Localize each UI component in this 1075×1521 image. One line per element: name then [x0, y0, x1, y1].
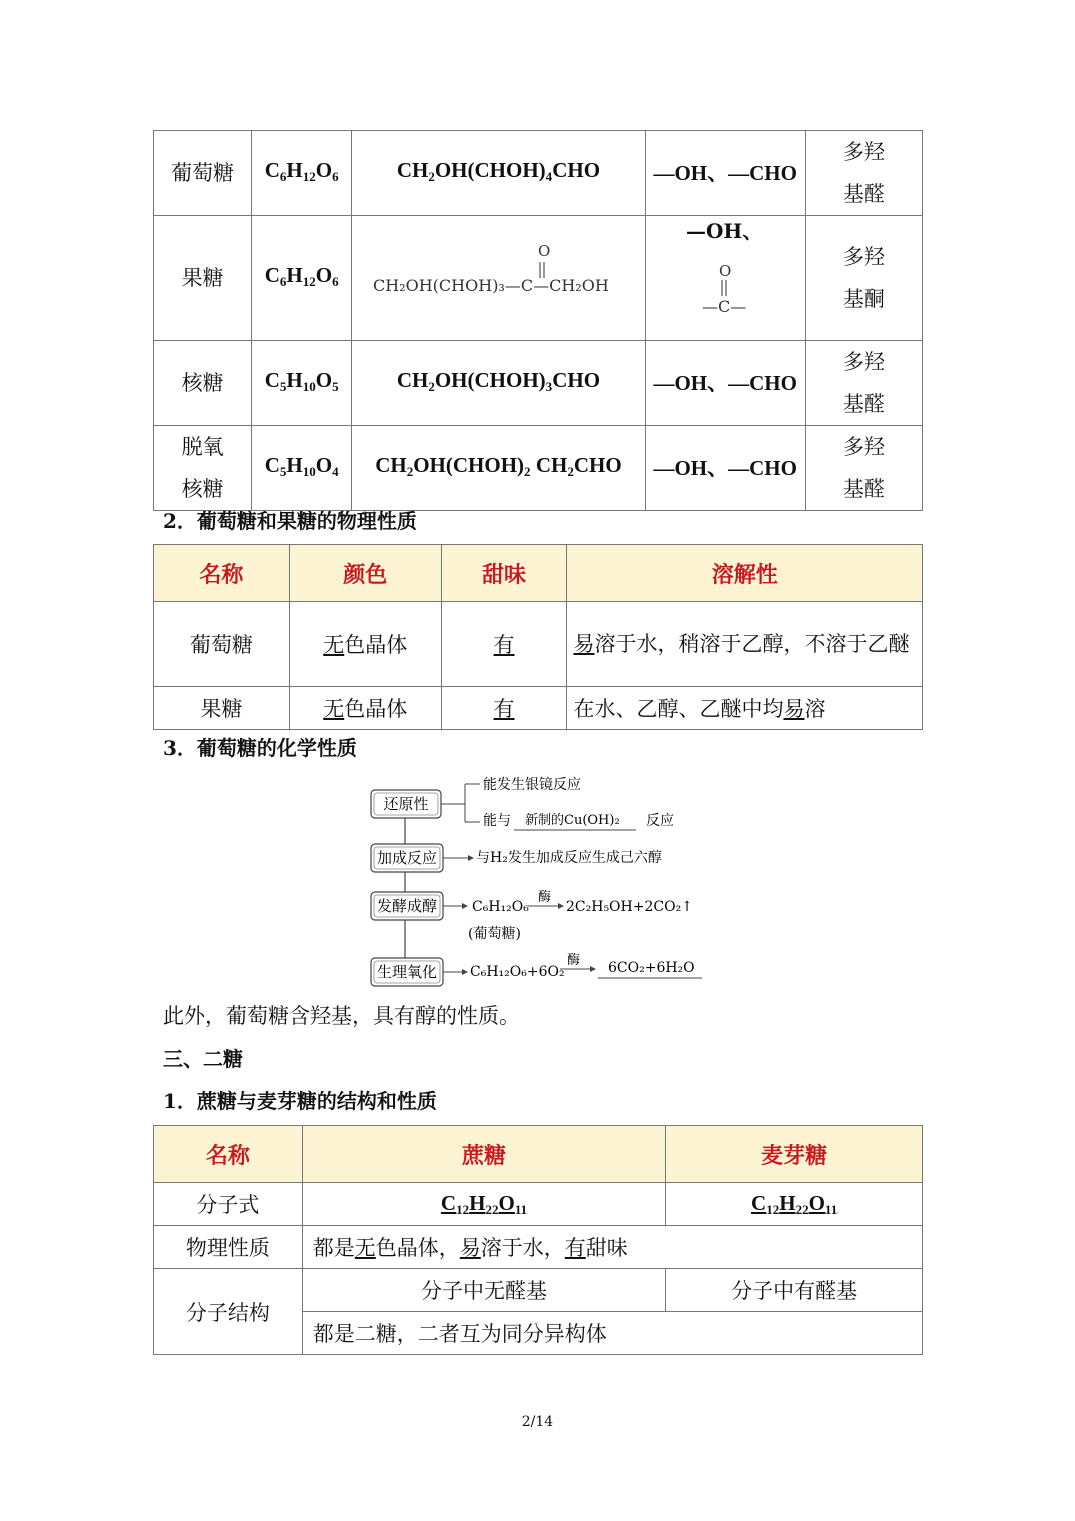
glucose-chemical-properties-diagram: [360, 770, 720, 990]
molecular-formula: $C_6H_{12}O_6$: [252, 131, 352, 216]
page-number: 2/14: [521, 1414, 554, 1430]
box-fermentation: 发酵成醇: [376, 897, 438, 915]
reaction-text: 能发生银镜反应: [483, 777, 581, 793]
structural-formula: $CH_2OH(CHOH)_4CHO$: [352, 131, 645, 216]
fructose-structure: [353, 216, 643, 326]
functional-groups: [645, 216, 805, 341]
sugar-name: 脱氧 核糖: [154, 426, 252, 511]
sugar-name: 葡萄糖: [154, 131, 252, 216]
structural-formula: $CH_2OH(CHOH)_2$ $CH_2CHO$: [352, 426, 645, 511]
sugar-name: 核糖: [154, 341, 252, 426]
structure-cell: 分子中有醛基: [666, 1269, 923, 1312]
classification: 多羟 基醛: [805, 426, 922, 511]
structure-cell: 分子中无醛基: [302, 1269, 666, 1312]
group-label: —OH、: [686, 219, 763, 243]
table-row: [154, 602, 923, 687]
column-header: 麦芽糖: [666, 1126, 923, 1183]
functional-groups: —OH、—CHO: [645, 131, 805, 216]
table-row: [154, 1183, 923, 1226]
table-row: [154, 216, 923, 341]
solubility-cell: 易溶于水，稍溶于乙醇，不溶于乙醚: [567, 602, 923, 687]
molecular-formula: $C_6H_{12}O_6$: [252, 216, 352, 341]
carbonyl-label: —C—: [702, 297, 747, 316]
section-heading: 3．葡萄糖的化学性质: [163, 736, 357, 760]
reaction-text: 2C₂H₅OH+2CO₂↑: [566, 899, 693, 915]
color-cell: 无色晶体: [289, 602, 441, 687]
disaccharide-table: [153, 1125, 923, 1355]
section-heading: 1．蔗糖与麦芽糖的结构和性质: [163, 1089, 437, 1113]
table-header-row: [154, 1126, 923, 1183]
table-row: [154, 131, 923, 216]
row-label: 分子式: [154, 1183, 303, 1226]
reaction-text: C₆H₁₂O₆: [472, 899, 529, 915]
enzyme-label: 酶: [538, 890, 552, 905]
box-oxidation: 生理氧化: [376, 963, 438, 981]
table-row: [154, 687, 923, 730]
column-header: 蔗糖: [302, 1126, 666, 1183]
solubility-cell: 在水、乙醇、乙醚中均易溶: [567, 687, 923, 730]
table-row: [154, 1269, 923, 1312]
fructose-chain: CH₂OH(CHOH)₃—C—CH₂OH: [373, 276, 610, 295]
physical-properties-table: [153, 544, 923, 730]
reaction-text: 能与: [483, 813, 511, 829]
table-row: [154, 1226, 923, 1269]
column-header: 名称: [154, 1126, 303, 1183]
column-header: 溶解性: [567, 545, 923, 602]
column-header: 名称: [154, 545, 290, 602]
structural-formula: $CH_2OH(CHOH)_3CHO$: [352, 341, 645, 426]
table-row: [154, 341, 923, 426]
section-heading: 2．葡萄糖和果糖的物理性质: [163, 509, 417, 533]
column-header: 颜色: [289, 545, 441, 602]
structural-formula: [352, 216, 645, 341]
section-heading: 三、二糖: [163, 1047, 243, 1071]
oxygen-label: O: [719, 262, 732, 280]
ketone-group: [646, 216, 804, 326]
molecular-formula: $C_{12}H_{22}O_{11}$: [302, 1183, 666, 1226]
sugar-name: 果糖: [154, 687, 290, 730]
monosaccharide-table: [153, 130, 923, 511]
sweet-cell: 有: [441, 687, 567, 730]
molecular-formula: $C_5H_{10}O_4$: [252, 426, 352, 511]
oxygen-label: O: [538, 242, 551, 260]
functional-groups: —OH、—CHO: [645, 426, 805, 511]
row-label: 物理性质: [154, 1226, 303, 1269]
table-row: [154, 426, 923, 511]
functional-groups: —OH、—CHO: [645, 341, 805, 426]
sugar-name: 葡萄糖: [154, 602, 290, 687]
molecular-formula: $C_5H_{10}O_5$: [252, 341, 352, 426]
enzyme-label: 酶: [567, 953, 581, 968]
paragraph: 此外，葡萄糖含羟基，具有醇的性质。: [163, 1004, 520, 1028]
reaction-text: C₆H₁₂O₆+6O₂: [470, 964, 565, 980]
color-cell: 无色晶体: [289, 687, 441, 730]
column-header: 甜味: [441, 545, 567, 602]
molecular-formula: $C_{12}H_{22}O_{11}$: [666, 1183, 923, 1226]
answer-blank: 6CO₂+6H₂O: [608, 960, 695, 976]
box-addition: 加成反应: [376, 849, 438, 867]
answer-blank: 新制的Cu(OH)₂: [525, 813, 620, 828]
classification: 多羟 基酮: [805, 216, 922, 341]
reaction-text: 反应: [646, 813, 674, 829]
physical-properties: 都是无色晶体，易溶于水，有甜味: [302, 1226, 922, 1269]
table-header-row: [154, 545, 923, 602]
structure-common: 都是二糖，二者互为同分异构体: [302, 1312, 922, 1355]
classification: 多羟 基醛: [805, 131, 922, 216]
sweet-cell: 有: [441, 602, 567, 687]
reaction-text: 与H₂发生加成反应生成己六醇: [476, 850, 662, 866]
sugar-name: 果糖: [154, 216, 252, 341]
classification: 多羟 基醛: [805, 341, 922, 426]
box-reducing: 还原性: [383, 795, 429, 813]
row-label: 分子结构: [154, 1269, 303, 1355]
reaction-note: (葡萄糖): [468, 926, 521, 942]
